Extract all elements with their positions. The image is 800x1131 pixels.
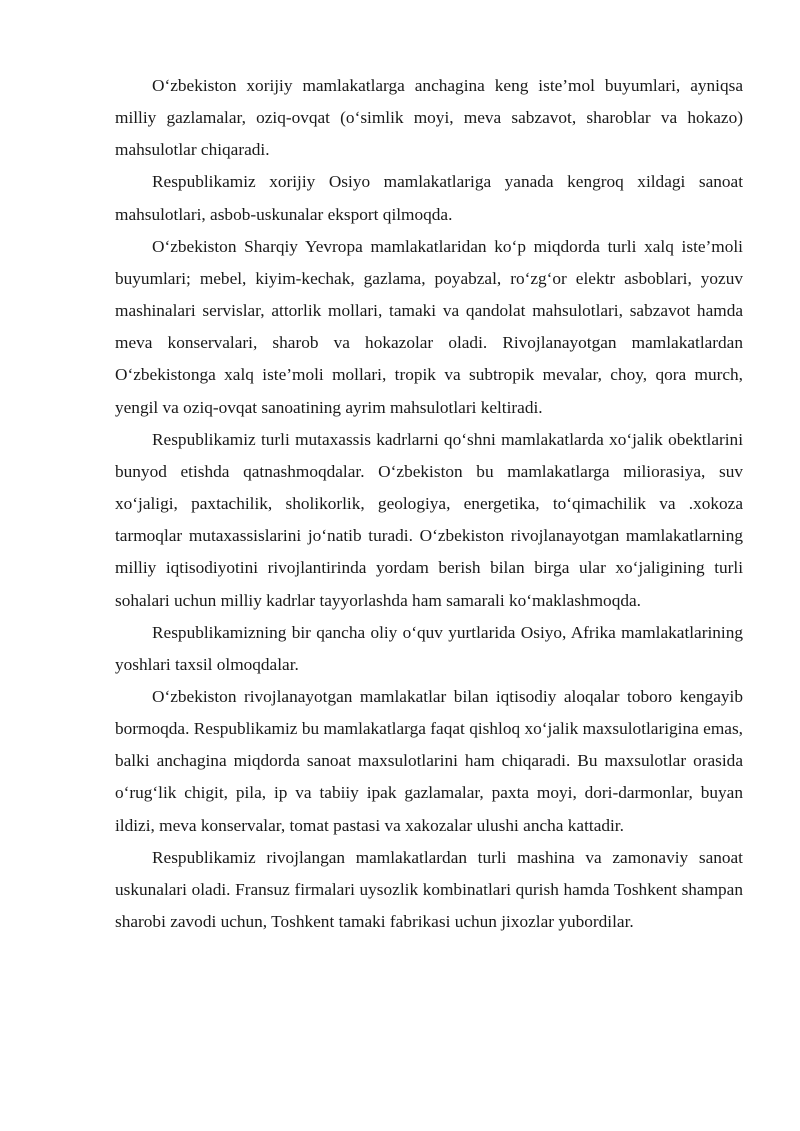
paragraph: Respublikamizning bir qancha oliy o‘quv yurtlarida Osiyo, Afrika mamlakatlarining yoshlari taxsil olmoqdalar. (115, 622, 743, 674)
paragraph: O‘zbekiston rivojlanayotgan mamlakatlar bilan iqtisodiy aloqalar toboro kengayib bormoqda. Respublikamiz bu mamlakatlarga faqat qishloq xo‘jalik maxsulotlarigina emas, balki anchagina miqdorda sanoat maxsulotlarini ham chiqaradi. Bu maxsulotlar orasida o‘rug‘lik chigit, pila, ip va tabiiy ipak gazlamalar, paxta moyi, dori-darmonlar, buyan ildizi, meva konservalar, tomat pastasi va xakozalar ulushi ancha kattadir. (115, 686, 743, 835)
paragraph: O‘zbekiston Sharqiy Yevropa mamlakatlaridan ko‘p miqdorda turli xalq iste’moli buyumlari; mebel, kiyim-kechak, gazlama, poyabzal, ro‘zg‘or elektr asboblari, yozuv mashinalari servislar, attorlik mollari, tamaki va qandolat mahsulotlari, sabzavot hamda meva konservalari, sharob va hokazolar oladi. Rivojlanayotgan mamlakatlardan O‘zbekistonga xalq iste’moli mollari, tropik va subtropik mevalar, choy, qora murch, yengil va oziq-ovqat sanoatining ayrim mahsulotlari keltiradi. (115, 236, 743, 417)
document-page (115, 70, 743, 938)
paragraph: Respublikamiz xorijiy Osiyo mamlakatlariga yanada kengroq xildagi sanoat mahsulotlari, asbob-uskunalar eksport qilmoqda. (115, 172, 743, 224)
paragraph: Respublikamiz rivojlangan mamlakatlardan turli mashina va zamonaviy sanoat uskunalari oladi. Fransuz firmalari uysozlik kombinatlari qurish hamda Toshkent shampan sharobi zavodi uchun, Toshkent tamaki fabrikasi uchun jixozlar yubordilar. (115, 847, 743, 932)
paragraph: Respublikamiz turli mutaxassis kadrlarni qo‘shni mamlakatlarda xo‘jalik obektlarini bunyod etishda qatnashmoqdalar. O‘zbekiston bu mamlakatlarga miliorasiya, suv xo‘jaligi, paxtachilik, sholikorlik, geologiya, energetika, to‘qimachilik va .xokoza tarmoqlar mutaxassislarini jo‘natib turadi. O‘zbekiston rivojlanayotgan mamlakatlarning milliy iqtisodiyotini rivojlantirinda yordam berish bilan birga ular xo‘jaligining turli sohalari uchun milliy kadrlar tayyorlashda ham samarali ko‘maklashmoqda. (115, 429, 743, 610)
paragraph: O‘zbekiston xorijiy mamlakatlarga anchagina keng iste’mol buyumlari, ayniqsa milliy gazlamalar, oziq-ovqat (o‘simlik moyi, meva sabzavot, sharoblar va hokazo) mahsulotlar chiqaradi. (115, 76, 743, 160)
